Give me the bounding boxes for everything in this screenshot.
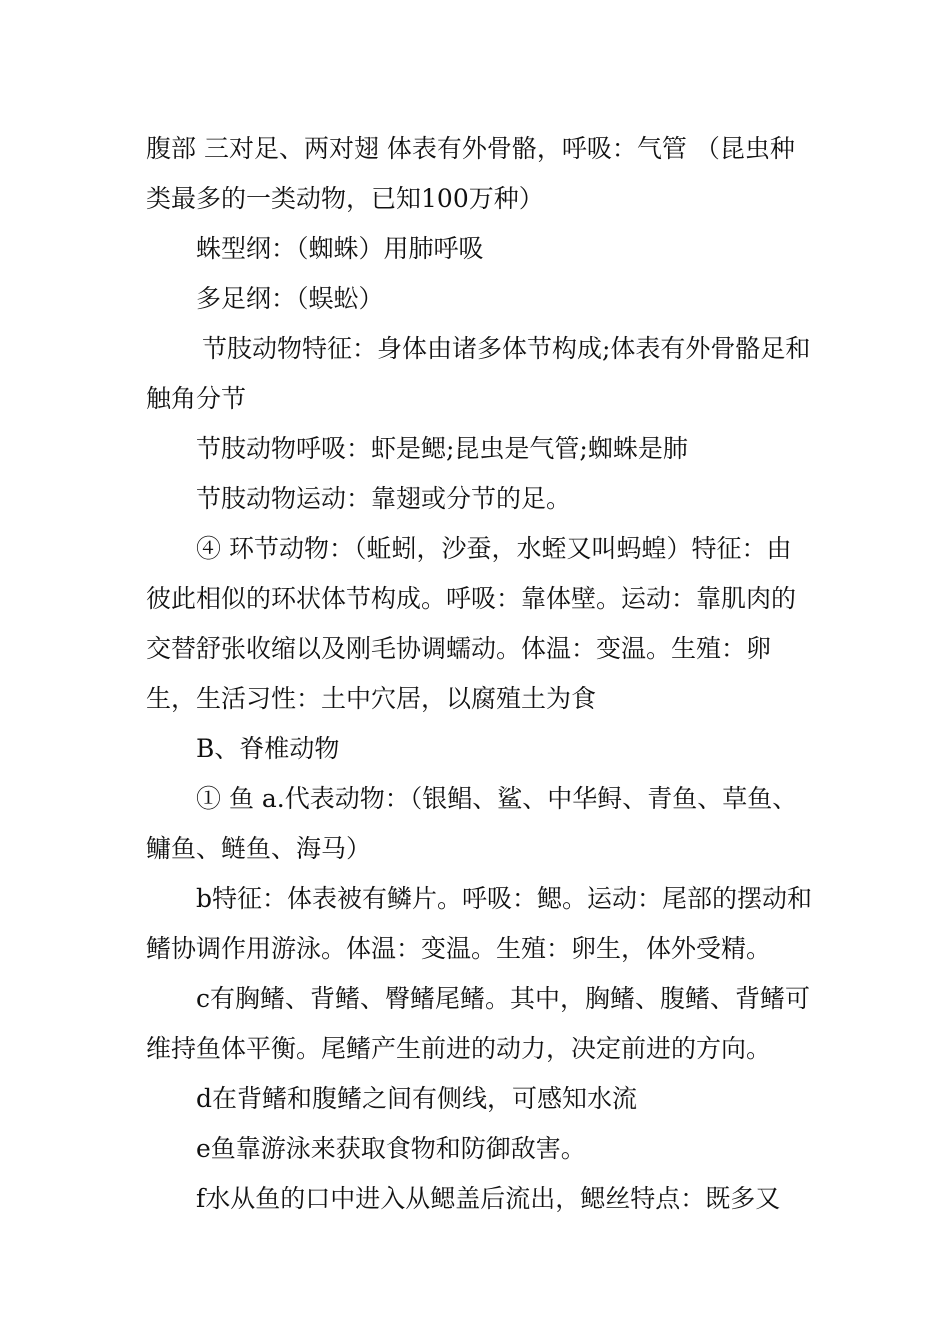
paragraph-arachnida: 蛛型纲：（蜘蛛）用肺呼吸	[196, 234, 484, 263]
paragraph-arthropod-movement: 节肢动物运动：靠翅或分节的足。	[196, 484, 572, 513]
paragraph-annelids: ④ 环节动物：（蚯蚓，沙蚕，水蛭又叫蚂蝗）特征：由彼此相似的环状体节构成。呼吸：靠体壁。运动：靠肌肉的交替舒张收缩以及刚毛协调蠕动。体温：变温。生殖：卵生，生活习性：土中穴居，以腐殖土为食	[146, 534, 797, 713]
paragraph-fish-traits: b特征：体表被有鳞片。呼吸：鳃。运动：尾部的摆动和鳍协调作用游泳。体温：变温。生殖：卵生，体外受精。	[146, 884, 813, 963]
paragraph-myriapoda: 多足纲：（蜈蚣）	[196, 284, 384, 313]
paragraph-fish-examples: ① 鱼 a.代表动物：（银鲳、鲨、中华鲟、青鱼、草鱼、鳙鱼、鲢鱼、海马）	[146, 784, 798, 863]
paragraph-gills: f水从鱼的口中进入从鳃盖后流出，鳃丝特点：既多又	[196, 1184, 781, 1213]
paragraph-arthropod-features: 节肢动物特征：身体由诸多体节构成;体表有外骨骼足和触角分节	[146, 334, 811, 413]
paragraph-fish-fins: c有胸鳍、背鳍、臀鳍尾鳍。其中，胸鳍、腹鳍、背鳍可维持鱼体平衡。尾鳍产生前进的动力，决定前进的方向。	[146, 984, 811, 1063]
document-body	[146, 124, 812, 1224]
paragraph-fish-swimming: e鱼靠游泳来获取食物和防御敌害。	[196, 1134, 586, 1163]
paragraph-insect-traits: 腹部 三对足、两对翅 体表有外骨骼，呼吸：气管 （昆虫种类最多的一类动物，已知100万种）	[146, 134, 795, 213]
paragraph-lateral-line: d在背鳍和腹鳍之间有侧线，可感知水流	[196, 1084, 638, 1113]
paragraph-arthropod-respiration: 节肢动物呼吸：虾是鳃;昆虫是气管;蜘蛛是肺	[196, 434, 688, 463]
section-heading-vertebrates: B、脊椎动物	[196, 734, 340, 763]
